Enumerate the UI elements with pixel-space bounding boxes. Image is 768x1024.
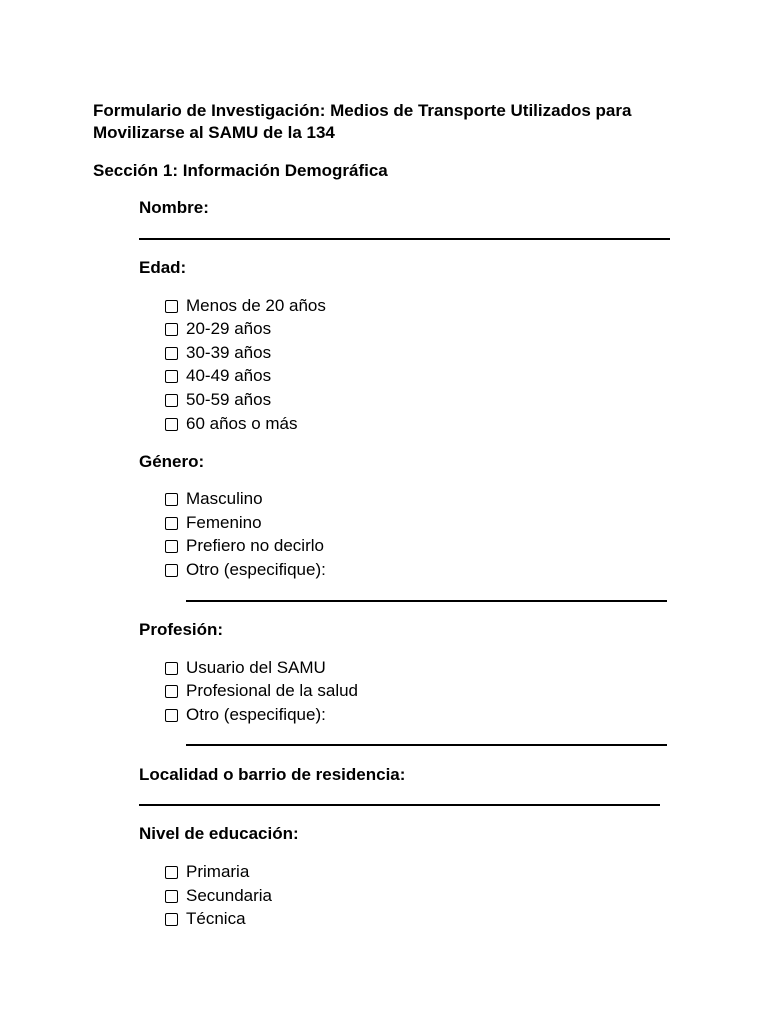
- checkbox-icon[interactable]: [165, 540, 178, 553]
- edad-option[interactable]: [165, 389, 271, 411]
- checkbox-icon[interactable]: [165, 347, 178, 360]
- checkbox-icon[interactable]: [165, 300, 178, 313]
- checkbox-icon[interactable]: [165, 685, 178, 698]
- genero-option[interactable]: [165, 488, 263, 510]
- form-title: Formulario de Investigación: Medios de Transporte Utilizados para Movilizarse al SAMU de la 134: [93, 101, 632, 142]
- option-label: Secundaria: [186, 886, 273, 905]
- edad-option[interactable]: [165, 342, 271, 364]
- option-label: Primaria: [186, 862, 250, 881]
- educacion-option[interactable]: [165, 861, 249, 883]
- option-label: 30-39 años: [186, 343, 272, 362]
- educacion-option[interactable]: [165, 908, 246, 930]
- genero-option[interactable]: [165, 512, 262, 534]
- checkbox-icon[interactable]: [165, 913, 178, 926]
- checkbox-icon[interactable]: [165, 418, 178, 431]
- option-label: Otro (especifique):: [186, 560, 326, 579]
- edad-option[interactable]: [165, 413, 298, 435]
- edad-option[interactable]: [165, 295, 326, 317]
- checkbox-icon[interactable]: [165, 370, 178, 383]
- checkbox-icon[interactable]: [165, 517, 178, 530]
- checkbox-icon[interactable]: [165, 662, 178, 675]
- option-label: Prefiero no decirlo: [186, 536, 324, 555]
- option-label: Técnica: [186, 909, 246, 928]
- edad-option[interactable]: [165, 365, 271, 387]
- checkbox-icon[interactable]: [165, 890, 178, 903]
- section-heading: Sección 1: Información Demográfica: [93, 161, 388, 180]
- profesion-option[interactable]: [165, 704, 326, 726]
- educacion-label: Nivel de educación:: [139, 824, 299, 843]
- option-label: Menos de 20 años: [186, 296, 326, 315]
- genero-option[interactable]: [165, 535, 324, 557]
- checkbox-icon[interactable]: [165, 709, 178, 722]
- checkbox-icon[interactable]: [165, 564, 178, 577]
- edad-label: Edad:: [139, 258, 187, 277]
- nombre-answer-line[interactable]: [139, 238, 670, 240]
- option-label: 20-29 años: [186, 319, 272, 338]
- profesion-otro-answer-line[interactable]: [186, 744, 667, 746]
- option-label: Profesional de la salud: [186, 681, 359, 700]
- checkbox-icon[interactable]: [165, 394, 178, 407]
- genero-label: Género:: [139, 452, 205, 471]
- checkbox-icon[interactable]: [165, 866, 178, 879]
- localidad-label: Localidad o barrio de residencia:: [139, 765, 406, 784]
- option-label: 60 años o más: [186, 414, 298, 433]
- option-label: 40-49 años: [186, 366, 272, 385]
- profesion-option[interactable]: [165, 657, 326, 679]
- checkbox-icon[interactable]: [165, 323, 178, 336]
- option-label: Femenino: [186, 513, 262, 532]
- nombre-label: Nombre:: [139, 198, 209, 217]
- profesion-option[interactable]: [165, 680, 358, 702]
- educacion-option[interactable]: [165, 885, 272, 907]
- genero-otro-answer-line[interactable]: [186, 600, 667, 602]
- option-label: Masculino: [186, 489, 263, 508]
- genero-option[interactable]: [165, 559, 326, 581]
- option-label: 50-59 años: [186, 390, 272, 409]
- profesion-label: Profesión:: [139, 620, 224, 639]
- option-label: Usuario del SAMU: [186, 658, 326, 677]
- option-label: Otro (especifique):: [186, 705, 326, 724]
- checkbox-icon[interactable]: [165, 493, 178, 506]
- localidad-answer-line[interactable]: [139, 804, 660, 806]
- edad-option[interactable]: [165, 318, 271, 340]
